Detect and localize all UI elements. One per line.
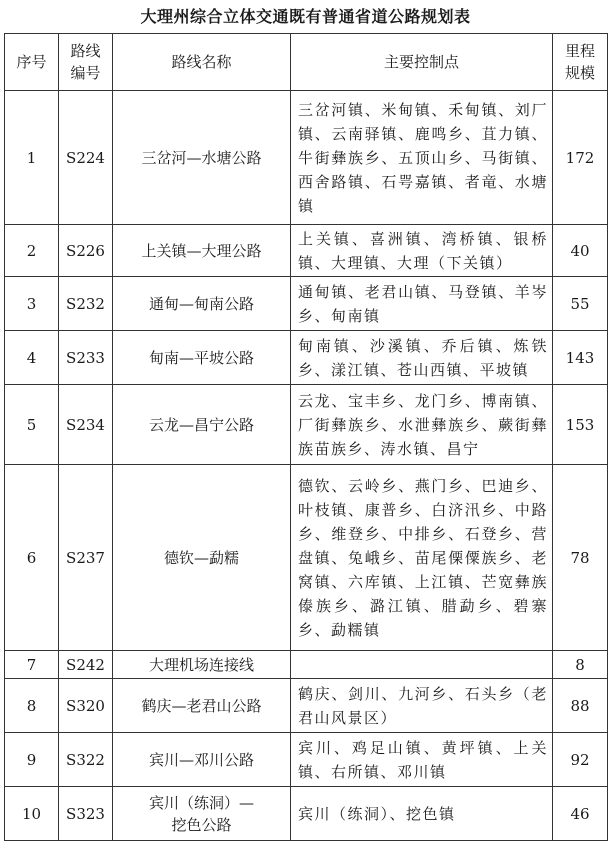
table-row: [5, 225, 608, 277]
row-code: S224: [59, 91, 113, 225]
row-no: 9: [5, 733, 59, 787]
row-length: 55: [553, 277, 608, 331]
header-code: 路线 编号: [59, 34, 113, 91]
row-length: 46: [553, 787, 608, 841]
row-no: 4: [5, 331, 59, 385]
row-name: 宾川（练洞）— 挖色公路: [113, 787, 291, 841]
table-row: [5, 733, 608, 787]
row-code: S242: [59, 651, 113, 679]
row-name: 德钦—勐糯: [113, 465, 291, 651]
table-row: [5, 651, 608, 679]
table-row: [5, 91, 608, 225]
row-points: 三岔河镇、米甸镇、禾甸镇、刘厂镇、云南驿镇、鹿鸣乡、苴力镇、牛街彝族乡、五顶山乡、马街镇、西舍路镇、石咢嘉镇、者竜、水塘镇: [291, 91, 553, 225]
row-code: S322: [59, 733, 113, 787]
row-points: 德钦、云岭乡、燕门乡、巴迪乡、叶枝镇、康普乡、白济汛乡、中路乡、维登乡、中排乡、石登乡、营盘镇、兔峨乡、苗尾傈僳族乡、老窝镇、六库镇、上江镇、芒宽彝族傣族乡、潞江镇、腊勐乡、碧寨乡、勐糯镇: [291, 465, 553, 651]
row-no: 1: [5, 91, 59, 225]
row-code: S233: [59, 331, 113, 385]
row-name: 甸南—平坡公路: [113, 331, 291, 385]
row-no: 7: [5, 651, 59, 679]
row-points: 甸南镇、沙溪镇、乔后镇、炼铁乡、漾江镇、苍山西镇、平坡镇: [291, 331, 553, 385]
row-length: 8: [553, 651, 608, 679]
table-title: 大理州综合立体交通既有普通省道公路规划表: [140, 7, 471, 26]
row-points: 宾川（练洞）、挖色镇: [291, 787, 553, 841]
row-no: 10: [5, 787, 59, 841]
row-name: 云龙—昌宁公路: [113, 385, 291, 465]
row-no: 3: [5, 277, 59, 331]
row-points: 通甸镇、老君山镇、马登镇、羊岑乡、甸南镇: [291, 277, 553, 331]
row-length: 78: [553, 465, 608, 651]
row-length: 172: [553, 91, 608, 225]
row-name: 大理机场连接线: [113, 651, 291, 679]
row-length: 92: [553, 733, 608, 787]
row-code: S323: [59, 787, 113, 841]
table-row: [5, 679, 608, 733]
row-code: S234: [59, 385, 113, 465]
row-length: 40: [553, 225, 608, 277]
row-points: 上关镇、喜洲镇、湾桥镇、银桥镇、大理镇、大理（下关镇）: [291, 225, 553, 277]
row-points: 云龙、宝丰乡、龙门乡、博南镇、厂街彝族乡、水泄彝族乡、蕨街彝族苗族乡、涛水镇、昌宁: [291, 385, 553, 465]
header-no: 序号: [5, 34, 59, 91]
table-row: [5, 277, 608, 331]
row-no: 6: [5, 465, 59, 651]
row-no: 8: [5, 679, 59, 733]
table-row: [5, 331, 608, 385]
header-name: 路线名称: [113, 34, 291, 91]
row-code: S226: [59, 225, 113, 277]
row-name: 鹤庆—老君山公路: [113, 679, 291, 733]
row-code: S320: [59, 679, 113, 733]
table-row: [5, 787, 608, 841]
row-code: S232: [59, 277, 113, 331]
row-points: 鹤庆、剑川、九河乡、石头乡（老君山风景区）: [291, 679, 553, 733]
row-length: 88: [553, 679, 608, 733]
table-row: [5, 465, 608, 651]
row-length: 143: [553, 331, 608, 385]
header-length: 里程 规模: [553, 34, 608, 91]
header-row: [5, 34, 608, 91]
row-name: 宾川—邓川公路: [113, 733, 291, 787]
row-no: 5: [5, 385, 59, 465]
row-points: 宾川、鸡足山镇、黄坪镇、上关镇、右所镇、邓川镇: [291, 733, 553, 787]
row-length: 153: [553, 385, 608, 465]
row-name: 三岔河—水塘公路: [113, 91, 291, 225]
row-name: 通甸—甸南公路: [113, 277, 291, 331]
row-code: S237: [59, 465, 113, 651]
row-no: 2: [5, 225, 59, 277]
row-name: 上关镇—大理公路: [113, 225, 291, 277]
table-row: [5, 385, 608, 465]
row-points: [291, 651, 553, 679]
header-points: 主要控制点: [291, 34, 553, 91]
highway-plan-table: [4, 33, 608, 841]
